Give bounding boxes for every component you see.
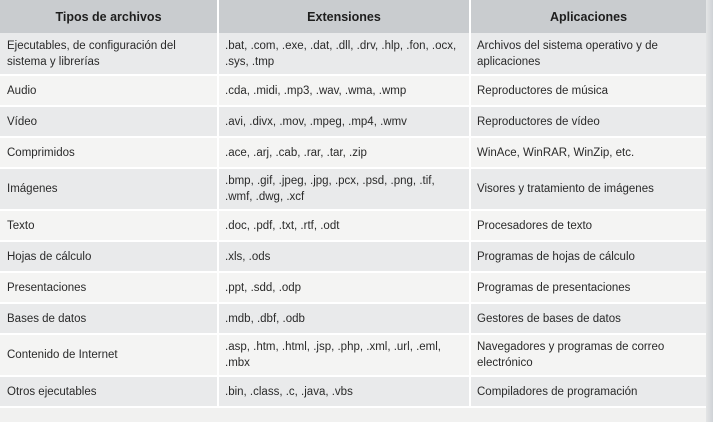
cell-application: Gestores de bases de datos [470, 303, 706, 334]
table-row [0, 303, 706, 334]
cell-type: Presentaciones [0, 272, 218, 303]
cell-extensions: .mdb, .dbf, .odb [218, 303, 470, 334]
page-edge [706, 0, 713, 422]
cell-type: Bases de datos [0, 303, 218, 334]
table-row [0, 241, 706, 272]
cell-application: Archivos del sistema operativo y de aplicaciones [470, 33, 706, 75]
table-row [0, 137, 706, 168]
cell-type: Audio [0, 75, 218, 106]
header-applications: Aplicaciones [470, 0, 706, 33]
cell-extensions: .doc, .pdf, .txt, .rtf, .odt [218, 210, 470, 241]
cell-extensions: .xls, .ods [218, 241, 470, 272]
cell-extensions: .avi, .divx, .mov, .mpeg, .mp4, .wmv [218, 106, 470, 137]
table-row [0, 33, 706, 75]
cell-extensions: .ppt, .sdd, .odp [218, 272, 470, 303]
cell-application: Compiladores de programación [470, 376, 706, 407]
cell-type: Imágenes [0, 168, 218, 210]
table-row [0, 75, 706, 106]
table-row [0, 376, 706, 407]
cell-type: Comprimidos [0, 137, 218, 168]
cell-application: Reproductores de música [470, 75, 706, 106]
cell-extensions: .asp, .htm, .html, .jsp, .php, .xml, .url, .eml, .mbx [218, 334, 470, 376]
cell-type: Vídeo [0, 106, 218, 137]
table-row [0, 272, 706, 303]
cell-extensions: .cda, .midi, .mp3, .wav, .wma, .wmp [218, 75, 470, 106]
cell-application: Visores y tratamiento de imágenes [470, 168, 706, 210]
cell-type: Hojas de cálculo [0, 241, 218, 272]
cell-application: WinAce, WinRAR, WinZip, etc. [470, 137, 706, 168]
cell-extensions: .bmp, .gif, .jpeg, .jpg, .pcx, .psd, .png, .tif, .wmf, .dwg, .xcf [218, 168, 470, 210]
cell-extensions: .ace, .arj, .cab, .rar, .tar, .zip [218, 137, 470, 168]
cell-application: Navegadores y programas de correo electrónico [470, 334, 706, 376]
cell-application: Reproductores de vídeo [470, 106, 706, 137]
cell-extensions: .bat, .com, .exe, .dat, .dll, .drv, .hlp, .fon, .ocx, .sys, .tmp [218, 33, 470, 75]
cell-application: Procesadores de texto [470, 210, 706, 241]
table-row [0, 334, 706, 376]
cell-type: Texto [0, 210, 218, 241]
cell-type: Otros ejecutables [0, 376, 218, 407]
cell-application: Programas de presentaciones [470, 272, 706, 303]
header-file-types: Tipos de archivos [0, 0, 218, 33]
table-row [0, 210, 706, 241]
cell-type: Contenido de Internet [0, 334, 218, 376]
cell-application: Programas de hojas de cálculo [470, 241, 706, 272]
cell-extensions: .bin, .class, .c, .java, .vbs [218, 376, 470, 407]
table-row [0, 168, 706, 210]
header-extensions: Extensiones [218, 0, 470, 33]
cell-type: Ejecutables, de configuración del sistema y librerías [0, 33, 218, 75]
table-row [0, 106, 706, 137]
header-row [0, 0, 706, 33]
